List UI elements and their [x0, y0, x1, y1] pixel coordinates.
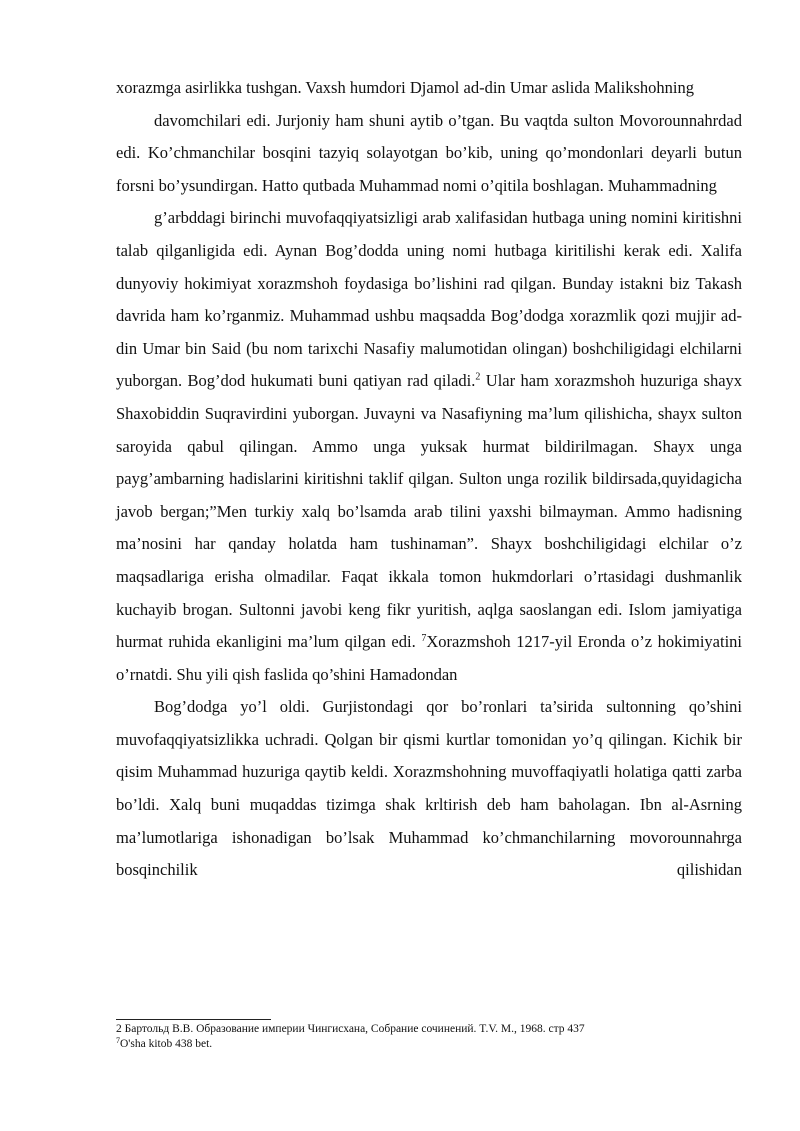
paragraph-text: g’arbddagi birinchi muvofaqqiyatsizligi arab xalifasidan hutbaga uning nomini kiritishni talab qilganligida edi. Aynan Bog’dodda uning nomi hutbaga kiritilishi kerak edi. Xalifa dunyoviy hokimiyat xorazmshoh foydasiga bo’lishini rad qilgan. Bunday istakni biz Takash davrida ham ko’rganmiz. Muhammad ushbu maqsadda Bog’dodga xorazmlik qozi mujjir ad-din Umar bin Said (bu nom tarixchi Nasafiy malumotidan olingan) boshchiligidagi elchilarni yuborgan. Bog’dod hukumati buni qatiyan rad qiladi.: [116, 208, 742, 391]
footnote-marker: 7: [116, 1036, 120, 1045]
footnote: [116, 1037, 756, 1052]
paragraph-text: Xorazmshoh 1217-yil Eronda o’z hokimiyatini o’rnatdi. Shu yili qish faslida qo’shini Hamadondan: [116, 632, 742, 684]
footnote: 2 Бартольд В.В. Образование империи Чингисхана, Собрание сочинений. T.V. M., 1968. стр 437: [116, 1023, 585, 1035]
paragraph: [116, 202, 742, 691]
body-text: [116, 72, 742, 887]
footnotes: [116, 1022, 756, 1052]
footnote-separator: [116, 1019, 271, 1020]
paragraph: Bog’dodga yo’l oldi. Gurjistondagi qor bo’ronlari ta’sirida sultonning qo’shini muvofaqqiyatsizlikka uchradi. Qolgan bir qismi kurtlar tomonidan yo’q qilingan. Kichik bir qisim Muhammad huzuriga qaytib keldi. Xorazmshohning muvoffaqiyatli holatiga qatti zarba bo’ldi. Xalq buni muqaddas tizimga shak krltirish deb ham baholagan. Ibn al-Asrning ma’lumotlariga ishonadigan bo’lsak Muhammad ko’chmanchilarning movorounnahrga bosqinchilik qilishidan: [116, 697, 742, 880]
footnote-text: O'sha kitob 438 bet.: [120, 1038, 213, 1050]
footnote-reference: 7: [421, 633, 427, 645]
paragraph: davomchilari edi. Jurjoniy ham shuni aytib o’tgan. Bu vaqtda sulton Movorounnahrdad edi. Ko’chmanchilar bosqini tazyiq solayotgan bo’kib, uning qo’mondonlari deyarli butun forsni bo’ysundirgan. Hatto qutbada Muhammad nomi o’qitila boshlagan. Muhammadning: [116, 110, 742, 195]
footnote-reference: 2: [475, 371, 481, 383]
paragraph: xorazmga asirlikka tushgan. Vaxsh humdori Djamol ad-din Umar aslida Malikshohning: [116, 78, 695, 97]
paragraph-text: Ular ham xorazmshoh huzuriga shayx Shaxobiddin Suqravirdini yuborgan. Juvayni va Nasafiyning ma’lum qilishicha, shayx sulton saroyida qabul qilingan. Ammo unga yuksak hurmat bildirilmagan. Shayx unga payg’ambarning hadislarini kiritishni taklif qilgan. Sulton unga rozilik bildirsada,quyidagicha javob bergan;”Men turkiy xalq bo’lsamda arab tilini yaxshi bilmayman. Ammo hadisning ma’nosini har qanday holatda ham tushinaman”. Shayx boshchiligidagi elchilar o’z maqsadlariga erisha olmadilar. Faqat ikkala tomon hukmdorlari o’rtasidagi dushmanlik kuchayib brogan. Sultonni javobi keng fikr yuritish, aqlga saoslangan edi. Islom jamiyatiga hurmat ruhida ekanligini ma’lum qilgan edi.: [116, 371, 743, 652]
